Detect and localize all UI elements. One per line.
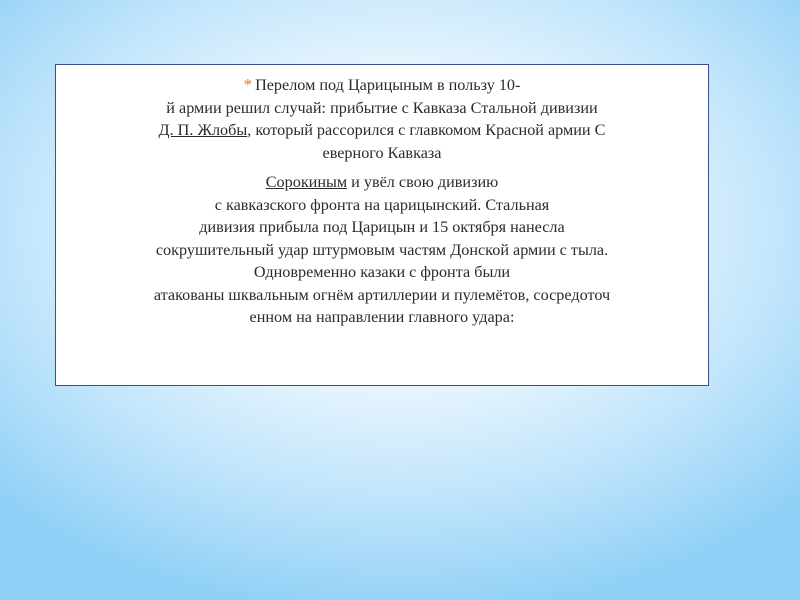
paragraph-1-line-3: Д. П. Жлобы, который рассорился с главкомом Красной армии С: [158, 121, 606, 139]
paragraph-1-line-4: еверного Кавказа: [322, 143, 442, 162]
paragraph-2-line-5: Одновременно казаки с фронта были: [253, 263, 511, 281]
paragraph-2: [64, 171, 700, 329]
link-sorokin[interactable]: Сорокиным: [265, 173, 348, 191]
paragraph-2-line-6: атакованы шквальным огнём артиллерии и пулемётов, сосредоточ: [153, 285, 611, 304]
paragraph-1: [64, 74, 700, 164]
paragraph-2-line-7: енном на направлении главного удара:: [249, 308, 515, 326]
bullet-asterisk-icon: *: [243, 75, 253, 94]
paragraph-2-line-1: Сорокиным и увёл свою дивизию: [265, 173, 499, 191]
link-zhloba[interactable]: Д. П. Жлобы: [158, 121, 248, 139]
paragraph-1-line-1: * Перелом под Царицыным в пользу 10-: [243, 75, 521, 94]
paragraph-1-line-2: й армии решил случай: прибытие с Кавказа Стальной дивизии: [166, 98, 598, 117]
paragraph-2-line-2: с кавказского фронта на царицынский. Стальная: [214, 195, 550, 214]
paragraph-2-line-3: дивизия прибыла под Царицын и 15 октября нанесла: [199, 218, 565, 236]
text-box: [55, 64, 709, 386]
paragraph-2-line-4: сокрушительный удар штурмовым частям Донской армии с тыла.: [155, 240, 609, 259]
